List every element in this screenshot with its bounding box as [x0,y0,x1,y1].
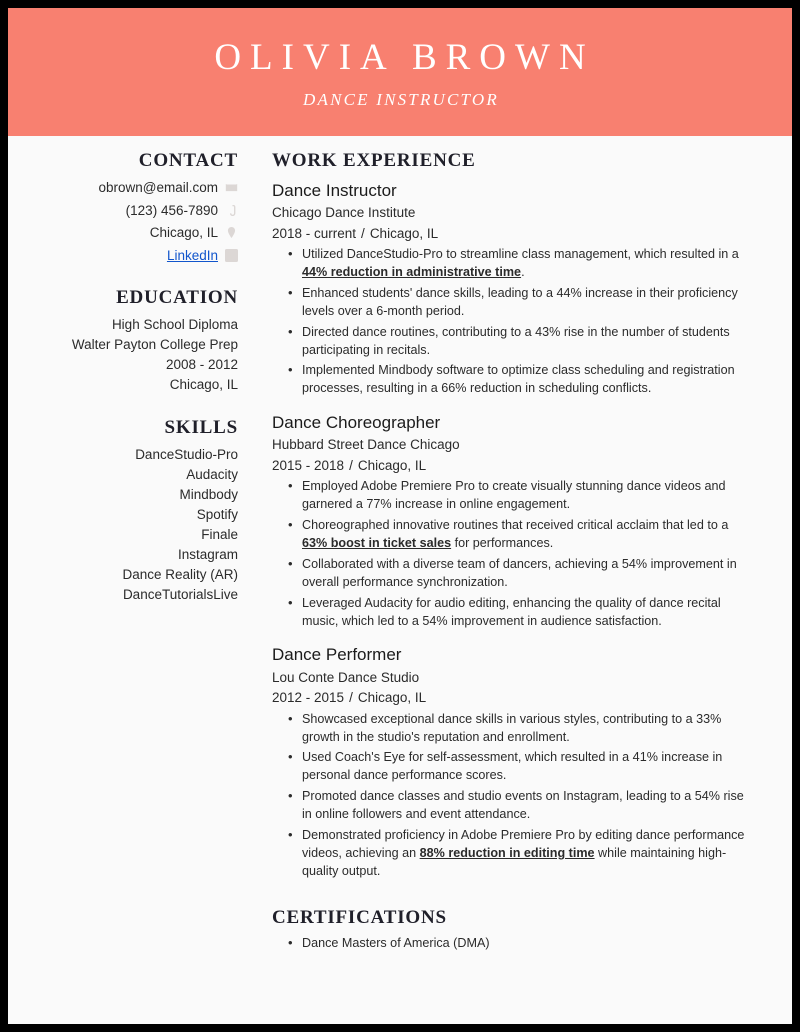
skill-item: Audacity [186,467,238,483]
resume-header [8,8,792,136]
work-experience-heading: WORK EXPERIENCE [272,150,476,171]
job-location: Chicago, IL [357,457,427,473]
job-bullet: • Collaborated with a diverse team of dancers, achieving a 54% improvement in overall performance synchronization. [302,556,752,592]
education-list [8,315,238,395]
skill-item: DanceStudio-Pro [135,447,238,463]
education-section [8,287,238,395]
education-degree: High School Diploma [111,317,238,333]
education-location: Chicago, IL [169,377,238,393]
location-value: Chicago, IL [149,225,218,241]
contact-item-location [8,223,238,243]
job-title: Dance Choreographer [272,413,441,433]
job-location: Chicago, IL [369,225,439,241]
job-bullet: • Leveraged Audacity for audio editing, enhancing the quality of dance recital music, which led to a 54% improvement in audience satisfaction. [302,595,752,631]
certifications-list [272,935,752,953]
contact-heading: CONTACT [138,150,238,171]
job-bullet: • Enhanced students' dance skills, leading to a 44% increase in their proficiency levels over a 6-month period. [302,285,752,321]
job-bullet-list [272,711,752,881]
job-bullet: • Showcased exceptional dance skills in various styles, contributing to a 33% growth in the studio's reputation and enrollment. [302,711,752,747]
job-bullet: • Implemented Mindbody software to optimize class scheduling and registration processes, resulting in a 66% reduction in scheduling conflicts. [302,362,752,398]
phone-icon [225,204,238,217]
linkedin-icon[interactable] [225,249,238,262]
job-meta [272,688,752,708]
skill-item: Mindbody [179,487,238,503]
education-dates: 2008 - 2012 [165,357,238,373]
job-bullet-list [272,246,752,398]
job-meta-separator: / [361,225,365,241]
job-dates: 2018 - current [272,225,357,241]
job-bullet: • Demonstrated proficiency in Adobe Premiere Pro by editing dance performance videos, achieving an 88% reduction in editing time while maintaining high-quality output. [302,827,752,881]
resume-page [8,8,792,1024]
job-title: Dance Instructor [272,181,397,200]
job-location: Chicago, IL [357,690,427,706]
skill-item: Dance Reality (AR) [122,566,238,582]
job-meta [272,224,752,244]
certification-item: • Dance Masters of America (DMA) [302,935,752,953]
job-dates: 2015 - 2018 [272,457,345,473]
main-content [246,150,752,952]
phone-value: (123) 456-7890 [125,202,218,218]
job-bullet-list [272,478,752,630]
skill-item: Finale [201,527,238,542]
candidate-name: OLIVIA BROWN [214,36,595,78]
job-bullet: • Choreographed innovative routines that received critical acclaim that led to a 63% boost in ticket sales for performances. [302,517,752,553]
job-bullet: • Employed Adobe Premiere Pro to create visually stunning dance videos and garnered a 77% increase in online engagement. [302,478,752,514]
job-entry [272,412,752,630]
skills-heading: SKILLS [164,417,238,439]
contact-list [8,178,238,265]
job-entry [272,644,752,880]
job-bullet: • Used Coach's Eye for self-assessment, which resulted in a 41% increase in personal dance performance scores. [302,749,752,785]
skill-item: Spotify [196,507,238,523]
job-bullet: • Directed dance routines, contributing to a 43% rise in the number of students participating in recitals. [302,324,752,360]
job-meta-separator: / [349,690,353,706]
skill-item: Instagram [177,546,238,562]
job-dates: 2012 - 2015 [272,690,345,706]
envelope-icon [225,181,238,194]
job-meta [272,456,752,476]
email-value: obrown@email.com [98,180,218,195]
job-entry [272,180,752,398]
location-pin-icon [225,226,238,239]
job-company: Lou Conte Dance Studio [272,669,420,685]
resume-body [8,136,792,952]
contact-section [8,150,238,265]
education-heading: EDUCATION [116,287,238,309]
sidebar [8,150,246,605]
linkedin-link[interactable]: LinkedIn [166,247,218,263]
contact-item-email [8,178,238,198]
skill-item: DanceTutorialsLive [122,586,238,602]
skills-list [8,445,238,605]
education-school: Walter Payton College Prep [71,337,238,353]
job-meta-separator: / [349,457,353,473]
job-company: Hubbard Street Dance Chicago [272,437,460,453]
certifications-heading: CERTIFICATIONS [272,906,447,928]
certifications-section [272,907,752,953]
skills-section [8,417,238,605]
job-company: Chicago Dance Institute [272,205,416,221]
job-bullet: • Utilized DanceStudio-Pro to streamline class management, which resulted in a 44% reduction in administrative time. [302,246,752,282]
contact-item-linkedin[interactable] [8,246,238,266]
job-bullet: • Promoted dance classes and studio events on Instagram, leading to a 54% rise in online followers and event attendance. [302,788,752,824]
contact-item-phone [8,201,238,221]
job-title: Dance Performer [272,645,402,665]
candidate-job-title: DANCE INSTRUCTOR [303,90,499,110]
